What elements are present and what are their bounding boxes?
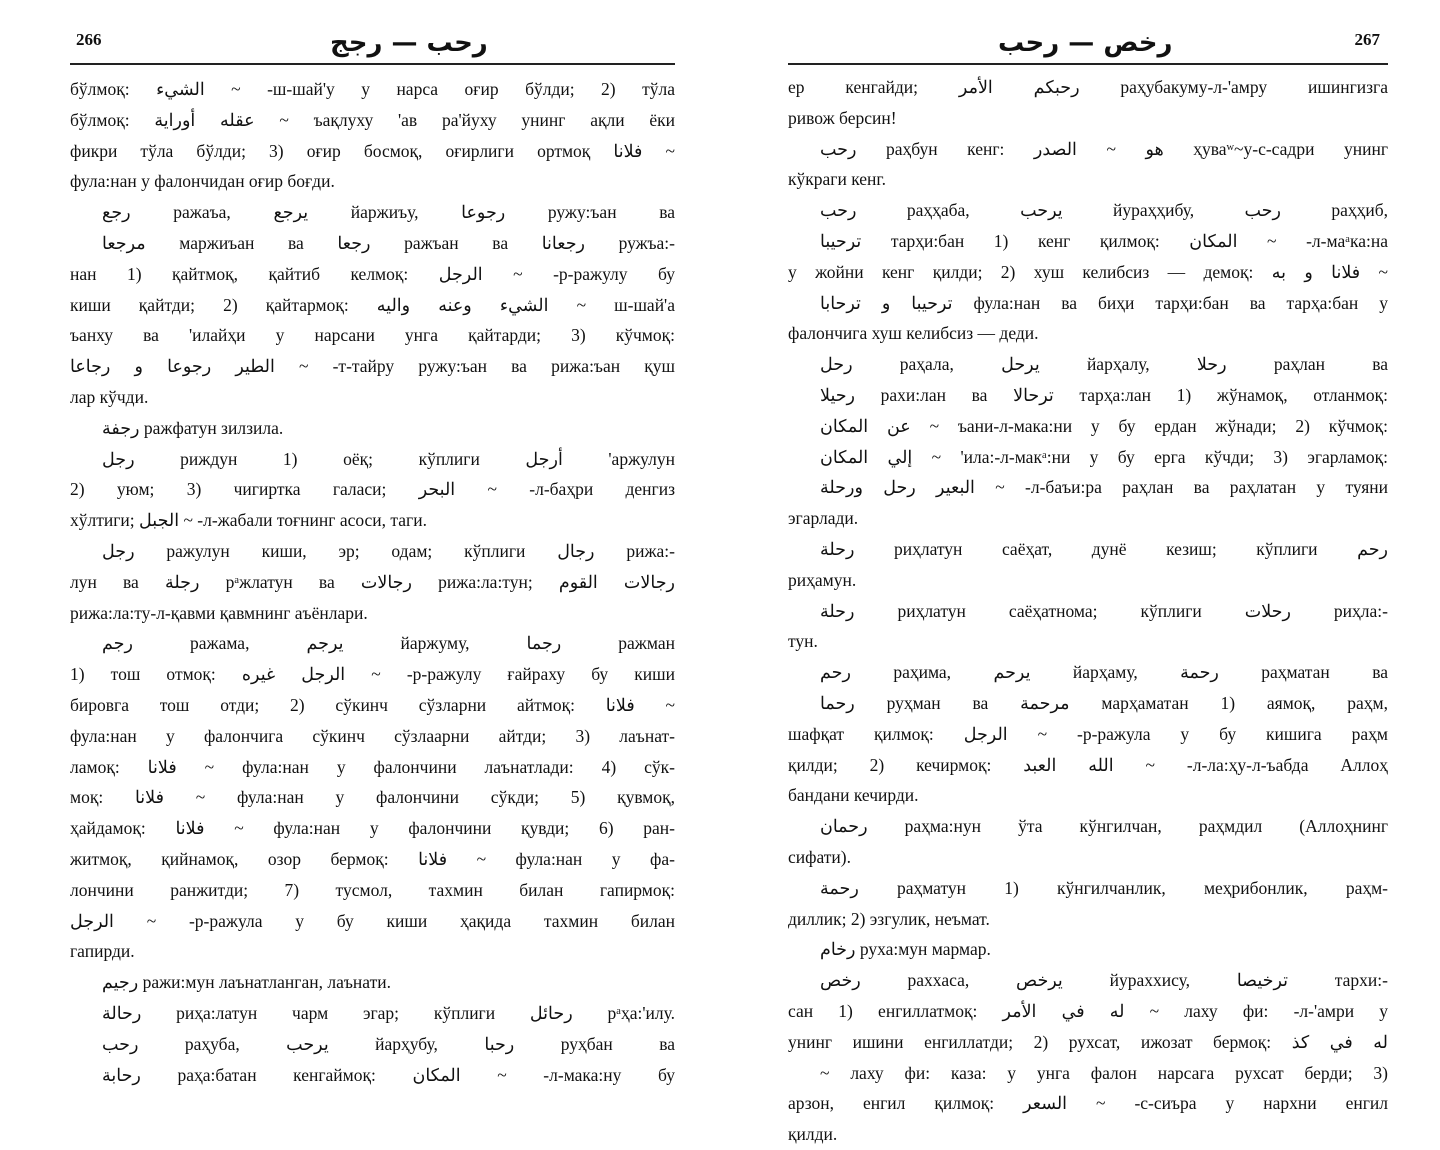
- right-page: [788, 0, 1388, 1145]
- text-line: رخص раххаса, يرخص йураххису, ترخيصا тархи:-: [820, 970, 1388, 991]
- text-line: қилди.: [788, 1124, 838, 1145]
- text-line: житмоқ, қийнамоқ, озор бермоқ: فلانا ~ фула:нан у фа-: [70, 848, 675, 869]
- text-line: ъанху ва 'илайҳи у нарсани унга қайтарди; 3) кўчмоқ:: [70, 325, 675, 346]
- left-page: [70, 0, 675, 1114]
- text-line: тун.: [788, 631, 818, 652]
- text-line: رجم ражама, يرجم йаржуму, رجما ражман: [102, 633, 675, 654]
- text-line: бировга тош отди; 2) сўкинч сўзларни айтмоқ: فلانا ~: [70, 694, 675, 715]
- text-line: ҳайдамоқ: فلانا ~ фула:нан у фалончини қувди; 6) ран-: [70, 818, 675, 839]
- text-line: رحل раҳала, يرحل йарҳалу, رحلا раҳлан ва: [820, 354, 1388, 375]
- text-line: رجل ражулун киши, эр; одам; кўплиги رجال рижа:-: [102, 540, 675, 561]
- text-line: фалончига хуш келибсиз — деди.: [788, 323, 1039, 344]
- running-header: رحب — رجج: [330, 28, 488, 58]
- text-column: [70, 74, 675, 1090]
- text-line: хўлтиги; الجبل ~ -л-жабали тоғнинг асоси, таги.: [70, 510, 427, 531]
- text-line: رحالة риҳа:латун чарм эгар; кўплиги رحائل рᵃҳа:'илу.: [102, 1002, 675, 1023]
- text-column: [788, 72, 1388, 1150]
- text-line: الطير رجوعا و رجاعا ~ -т-тайру ружу:ъан ва рижа:ъан қуш: [70, 356, 675, 377]
- text-line: сифати).: [788, 846, 852, 867]
- header-rule: [70, 63, 675, 65]
- text-line: مرجعا маржиъан ва رجعا ражъан ва رجعانا ружъа:-: [102, 232, 675, 253]
- text-line: диллик; 2) эзгулик, неъмат.: [788, 908, 990, 929]
- text-line: унинг ишини енгиллатди; 2) рухсат, ижозат бермоқ: له في كذ: [788, 1031, 1388, 1052]
- text-line: رحب раҳбун кенг: هو ~ الصدر ҳуваʷ~у-с-садри унинг: [820, 138, 1388, 159]
- text-line: ламоқ: فلانا ~ фула:нан у фалончини лаънатлади: 4) сўк-: [70, 756, 675, 777]
- text-line: ривож берсин!: [788, 107, 897, 128]
- text-line: лун ва رجلة рᵃжлатун ва رجالات рижа:ла:тун; رجالات القوم: [70, 571, 675, 592]
- text-line: رجع ражаъа, يرجع йаржиъу, رجوعا ружу:ъан ва: [102, 202, 675, 223]
- text-line: кўкраги кенг.: [788, 169, 886, 190]
- text-line: эгарлади.: [788, 508, 859, 529]
- text-line: رحمة раҳматун 1) кўнгилчанлик, меҳрибонлик, раҳм-: [820, 877, 1388, 898]
- text-line: бўлмоқ: الشيء ~ -ш-шай'у у нарса оғир бўлди; 2) тўла: [70, 79, 675, 99]
- text-line: арзон, енгил қилмоқ: السعر ~ -с-сиъра у нархни енгил: [788, 1093, 1388, 1114]
- text-line: رحب раҳҳаба, يرحب йураҳҳибу, رحب раҳҳиб,: [820, 200, 1388, 221]
- text-line: رحلة риҳлатун саёҳатнома; кўплиги رحلات риҳла:-: [820, 600, 1388, 621]
- text-line: ер кенгайди; رحبكم الأمر раҳубакуму-л-'амру ишингизга: [788, 77, 1388, 97]
- text-line: رجيم ражи:мун лаънатланган, лаънати.: [102, 972, 391, 993]
- text-line: رجفة ражфатун зилзила.: [102, 417, 284, 438]
- text-line: фикри тўла бўлди; 3) оғир босмоқ, оғирлиги ортмоқ فلانا ~: [70, 140, 675, 161]
- text-line: ~ лаху фи: каза: у унга фалон нарсага рухсат берди; 3): [820, 1062, 1388, 1083]
- text-line: шафқат қилмоқ: الرجل ~ -р-ражула у бу кишига раҳм: [788, 723, 1388, 744]
- text-line: 1) тош отмоқ: الرجل غيره ~ -р-ражулу ғайраху бу киши: [70, 664, 675, 685]
- text-line: ترحيبا و ترحابا фула:нан ва биҳи тарҳи:бан ва тарҳа:бан у: [820, 292, 1388, 313]
- header-rule: [788, 63, 1388, 65]
- text-line: нан 1) қайтмоқ, қайтиб келмоқ: الرجل ~ -р-ражулу бу: [70, 263, 675, 284]
- text-line: رحمان раҳма:нун ўта кўнгилчан, раҳмдил (Аллоҳнинг: [820, 816, 1388, 837]
- text-line: 2) уюм; 3) чигиртка галаси; البحر ~ -л-баҳри денгиз: [70, 479, 675, 500]
- text-line: фула:нан у фалончидан оғир боғди.: [70, 171, 335, 192]
- text-line: رخام руха:мун мармар.: [820, 939, 991, 960]
- text-line: رحم раҳима, يرحم йарҳаму, رحمة раҳматан ва: [820, 662, 1388, 683]
- text-line: рижа:ла:ту-л-қавми қавмнинг аъёнлари.: [70, 602, 368, 623]
- text-line: фула:нан у фалончига сўкинч сўзлаарни айтди; 3) лаънат-: [70, 725, 675, 746]
- text-line: رحيلا рахи:лан ва ترحالا тарҳа:лан 1) жўнамоқ, отланмоқ:: [820, 384, 1388, 405]
- text-line: риҳамун.: [788, 569, 857, 590]
- text-line: رحب раҳуба, يرحب йарҳубу, رحبا руҳбан ва: [102, 1033, 675, 1054]
- text-line: қилди; 2) кечирмоқ: الله العبد ~ -л-ла:ҳу-л-ъабда Аллоҳ: [788, 754, 1388, 775]
- page-number: 266: [76, 30, 102, 49]
- text-line: البعير رحل ورحلة ~ -л-баъи:ра раҳлан ва раҳлатан у туяни: [820, 477, 1388, 498]
- text-line: رحلة риҳлатун саёҳат, дунё кезиш; кўплиги رحم: [820, 538, 1388, 559]
- text-line: у жойни кенг қилди; 2) хуш келибсиз — демоқ: فلانا و به ~: [788, 261, 1388, 282]
- text-line: лар кўчди.: [70, 386, 149, 407]
- text-line: лончини ранжитди; 7) тусмол, тахмин билан гапирмоқ:: [70, 879, 675, 900]
- text-line: عن المكان ~ ъани-л-мака:ни у бу ердан жўнади; 2) кўчмоқ:: [820, 415, 1388, 436]
- text-line: رحما руҳман ва مرحمة марҳаматан 1) аямоқ, раҳм,: [820, 692, 1388, 713]
- text-line: киши қайтди; 2) қайтармоқ: الشيء وعنه واليه ~ ш-шай'а: [70, 294, 675, 315]
- text-line: бандани кечирди.: [788, 785, 919, 806]
- running-header: رخص — رحب: [998, 28, 1173, 58]
- text-line: моқ: فلانا ~ фула:нан у фалончини сўкди; 5) қувмоқ,: [70, 787, 675, 808]
- text-line: رحابة раҳа:батан кенгаймоқ: المكان ~ -л-мака:ну бу: [102, 1064, 675, 1085]
- text-line: رجل риждун 1) оёқ; кўплиги أرجل 'аржулун: [102, 448, 675, 469]
- text-line: ترحيبا тарҳи:бан 1) кенг қилмоқ: المكان ~ -л-маᵃка:на: [820, 230, 1388, 251]
- text-line: бўлмоқ: عقله أوراية ~ ъақлуху 'ав ра'йуху унинг ақли ёки: [70, 109, 675, 130]
- text-line: إلي المكان ~ 'ила:-л-макᵃ:ни у бу ерга кўчди; 3) эгарламоқ:: [820, 446, 1388, 467]
- text-line: сан 1) енгиллатмоқ: له في الأمر ~ лаху фи: -л-'амри у: [788, 1000, 1388, 1021]
- text-line: الرجل ~ -р-ражула у бу киши ҳақида тахмин билан: [70, 910, 675, 931]
- text-line: гапирди.: [70, 941, 135, 962]
- page-number: 267: [1354, 30, 1380, 49]
